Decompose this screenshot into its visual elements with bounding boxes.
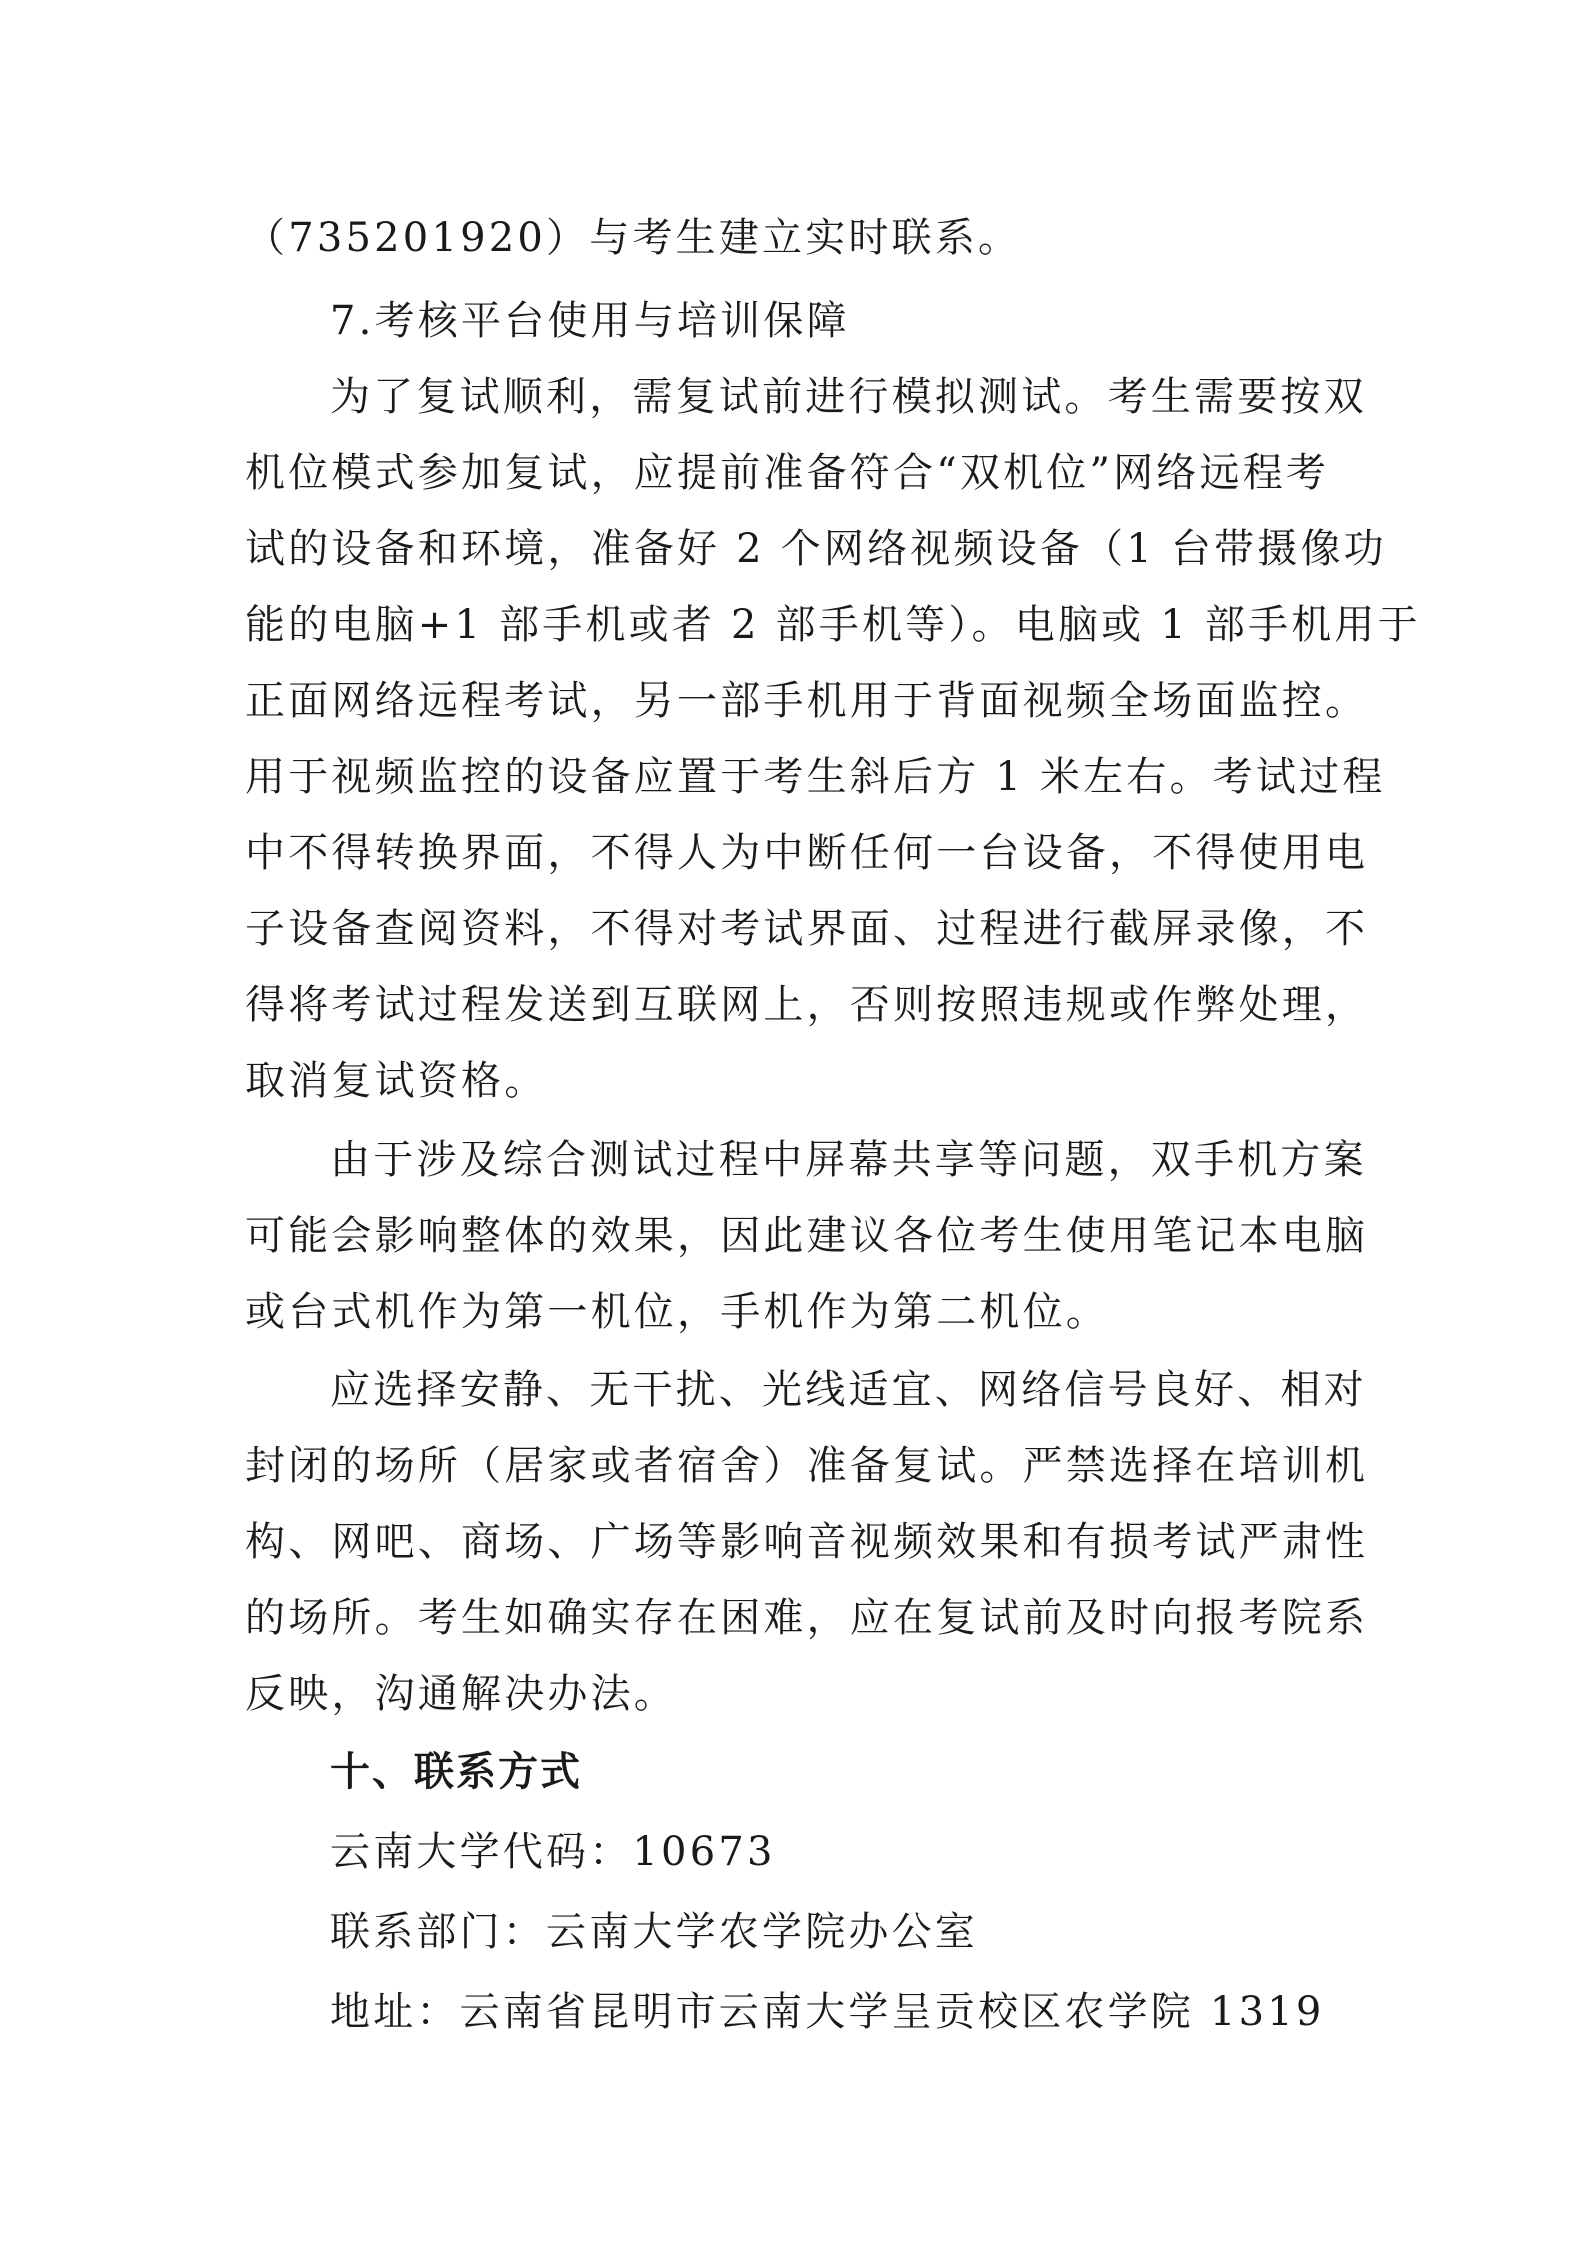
paragraph-line: 得将考试过程发送到互联网上，否则按照违规或作弊处理， bbox=[245, 982, 1369, 1028]
paragraph-line: 反映，沟通解决办法。 bbox=[245, 1671, 677, 1717]
university-code: 云南大学代码：10673 bbox=[330, 1829, 776, 1875]
paragraph-line: 或台式机作为第一机位，手机作为第二机位。 bbox=[245, 1289, 1109, 1335]
paragraph-line: 子设备查阅资料，不得对考试界面、过程进行截屏录像，不 bbox=[245, 906, 1369, 952]
paragraph-line: 取消复试资格。 bbox=[245, 1058, 548, 1104]
paragraph-line: 构、网吧、商场、广场等影响音视频效果和有损考试严肃性 bbox=[245, 1519, 1369, 1565]
contact-department: 联系部门：云南大学农学院办公室 bbox=[330, 1909, 978, 1955]
paragraph-line: 封闭的场所（居家或者宿舍）准备复试。严禁选择在培训机 bbox=[245, 1443, 1369, 1489]
paragraph-line: 正面网络远程考试，另一部手机用于背面视频全场面监控。 bbox=[245, 678, 1369, 724]
paragraph-line: 可能会影响整体的效果，因此建议各位考生使用笔记本电脑 bbox=[245, 1213, 1369, 1259]
paragraph-line: 能的电脑+1 部手机或者 2 部手机等）。电脑或 1 部手机用于 bbox=[245, 602, 1421, 648]
text-line: （735201920）与考生建立实时联系。 bbox=[245, 215, 1022, 261]
paragraph-line: 中不得转换界面，不得人为中断任何一台设备，不得使用电 bbox=[245, 830, 1369, 876]
paragraph-line: 为了复试顺利，需复试前进行模拟测试。考生需要按双 bbox=[330, 374, 1367, 420]
paragraph-line: 试的设备和环境，准备好 2 个网络视频设备（1 台带摄像功 bbox=[245, 526, 1387, 572]
paragraph-line: 应选择安静、无干扰、光线适宜、网络信号良好、相对 bbox=[330, 1367, 1367, 1413]
paragraph-line: 用于视频监控的设备应置于考生斜后方 1 米左右。考试过程 bbox=[245, 754, 1386, 800]
section-subheading: 7.考核平台使用与培训保障 bbox=[330, 298, 850, 344]
paragraph-line: 的场所。考生如确实存在困难，应在复试前及时向报考院系 bbox=[245, 1595, 1369, 1641]
paragraph-line: 由于涉及综合测试过程中屏幕共享等问题，双手机方案 bbox=[330, 1137, 1367, 1183]
section-heading: 十、联系方式 bbox=[330, 1749, 582, 1795]
address: 地址：云南省昆明市云南大学呈贡校区农学院 1319 bbox=[330, 1989, 1325, 2035]
paragraph-line: 机位模式参加复试，应提前准备符合“双机位”网络远程考 bbox=[245, 450, 1330, 496]
